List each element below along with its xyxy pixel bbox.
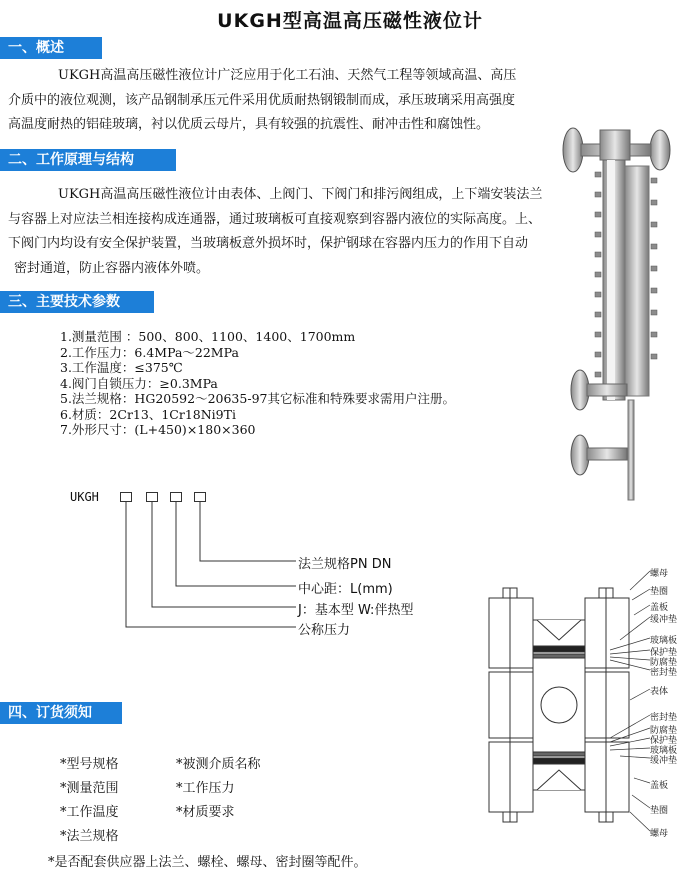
part-label: 缓冲垫 bbox=[650, 615, 678, 625]
part-label: 缓冲垫 bbox=[650, 756, 678, 766]
order-item: *材质要求 bbox=[176, 805, 235, 820]
code-label-pressure: 公称压力 bbox=[298, 623, 351, 638]
part-label: 垫圈 bbox=[650, 806, 669, 816]
part-label: 表体 bbox=[650, 687, 669, 697]
code-label-center-distance: 中心距：L(mm) bbox=[298, 582, 393, 597]
parts-leader-lines bbox=[600, 560, 652, 840]
part-label: 螺母 bbox=[650, 569, 669, 579]
part-label: 保护垫 bbox=[650, 648, 678, 658]
code-label-flange: 法兰规格PN DN bbox=[298, 557, 392, 572]
code-label-type: J：基本型 W:伴热型 bbox=[298, 603, 414, 618]
param-item: 1.测量范围 ：500、800、1100、1400、1700mm bbox=[60, 329, 356, 344]
param-item: 2.工作压力：6.4MPa～22MPa bbox=[60, 344, 239, 360]
principle-line: 下阀门内均设有安全保护装置，当玻璃板意外损坏时，保护钢球在容器内压力的作用下自动 bbox=[8, 236, 529, 251]
param-item: 3.工作温度：≤375℃ bbox=[60, 360, 183, 375]
principle-line: UKGH高温高压磁性液位计由表体、上阀门、下阀门和排污阀组成，上下端安装法兰 bbox=[58, 187, 543, 202]
part-label: 玻璃板 bbox=[650, 636, 678, 646]
order-item: *工作温度 bbox=[60, 805, 119, 820]
order-item: *型号规格 bbox=[60, 757, 119, 772]
order-item: *工作压力 bbox=[176, 781, 235, 796]
part-label: 螺母 bbox=[650, 829, 669, 839]
order-item: *测量范围 bbox=[60, 781, 119, 796]
part-label: 防腐垫 bbox=[650, 658, 678, 668]
part-label: 密封垫 bbox=[650, 713, 678, 723]
order-item: *被测介质名称 bbox=[176, 757, 261, 772]
part-label: 密封垫 bbox=[650, 668, 678, 678]
section-header-overview: 一、概述 bbox=[0, 37, 102, 59]
part-label: 保护垫 bbox=[650, 736, 678, 746]
param-item: 7.外形尺寸：(L+450)×180×360 bbox=[60, 422, 256, 437]
order-footer-note: *是否配套供应器上法兰、螺栓、螺母、密封圈等配件。 bbox=[48, 855, 367, 870]
part-label: 盖板 bbox=[650, 603, 669, 613]
param-item: 4.阀门自锁压力：≥0.3MPa bbox=[60, 375, 218, 391]
overview-line: 介质中的液位观测，该产品钢制承压元件采用优质耐热钢锻制而成，承压玻璃采用高强度 bbox=[8, 92, 516, 108]
section-header-params: 三、主要技术参数 bbox=[0, 291, 154, 313]
section-header-ordering: 四、订货须知 bbox=[0, 702, 122, 724]
principle-line: 密封通道，防止容器内液体外喷。 bbox=[14, 260, 210, 276]
order-item: *法兰规格 bbox=[60, 829, 119, 844]
principle-line: 与容器上对应法兰相连接构成连通器，通过玻璃板可直接观察到容器内液位的实际高度。上、 bbox=[8, 211, 542, 227]
part-label: 盖板 bbox=[650, 781, 669, 791]
part-label: 玻璃板 bbox=[650, 746, 678, 756]
param-item: 5.法兰规格：HG20592～20635-97其它标准和特殊要求需用户注册。 bbox=[60, 391, 455, 406]
model-code-prefix: UKGH bbox=[70, 490, 99, 504]
page-title: UKGH型高温高压磁性液位计 bbox=[217, 10, 483, 32]
section-header-principle: 二、工作原理与结构 bbox=[0, 149, 176, 171]
overview-line: 高温度耐热的铝硅玻璃，衬以优质云母片，具有较强的抗震性、耐冲击性和腐蚀性。 bbox=[8, 117, 490, 132]
param-item: 6.材质：2Cr13、1Cr18Ni9Ti bbox=[60, 406, 236, 422]
part-label: 防腐垫 bbox=[650, 726, 678, 736]
part-label: 垫圈 bbox=[650, 587, 669, 597]
overview-line: UKGH高温高压磁性液位计广泛应用于化工石油、天然气工程等领域高温、高压 bbox=[58, 68, 517, 83]
